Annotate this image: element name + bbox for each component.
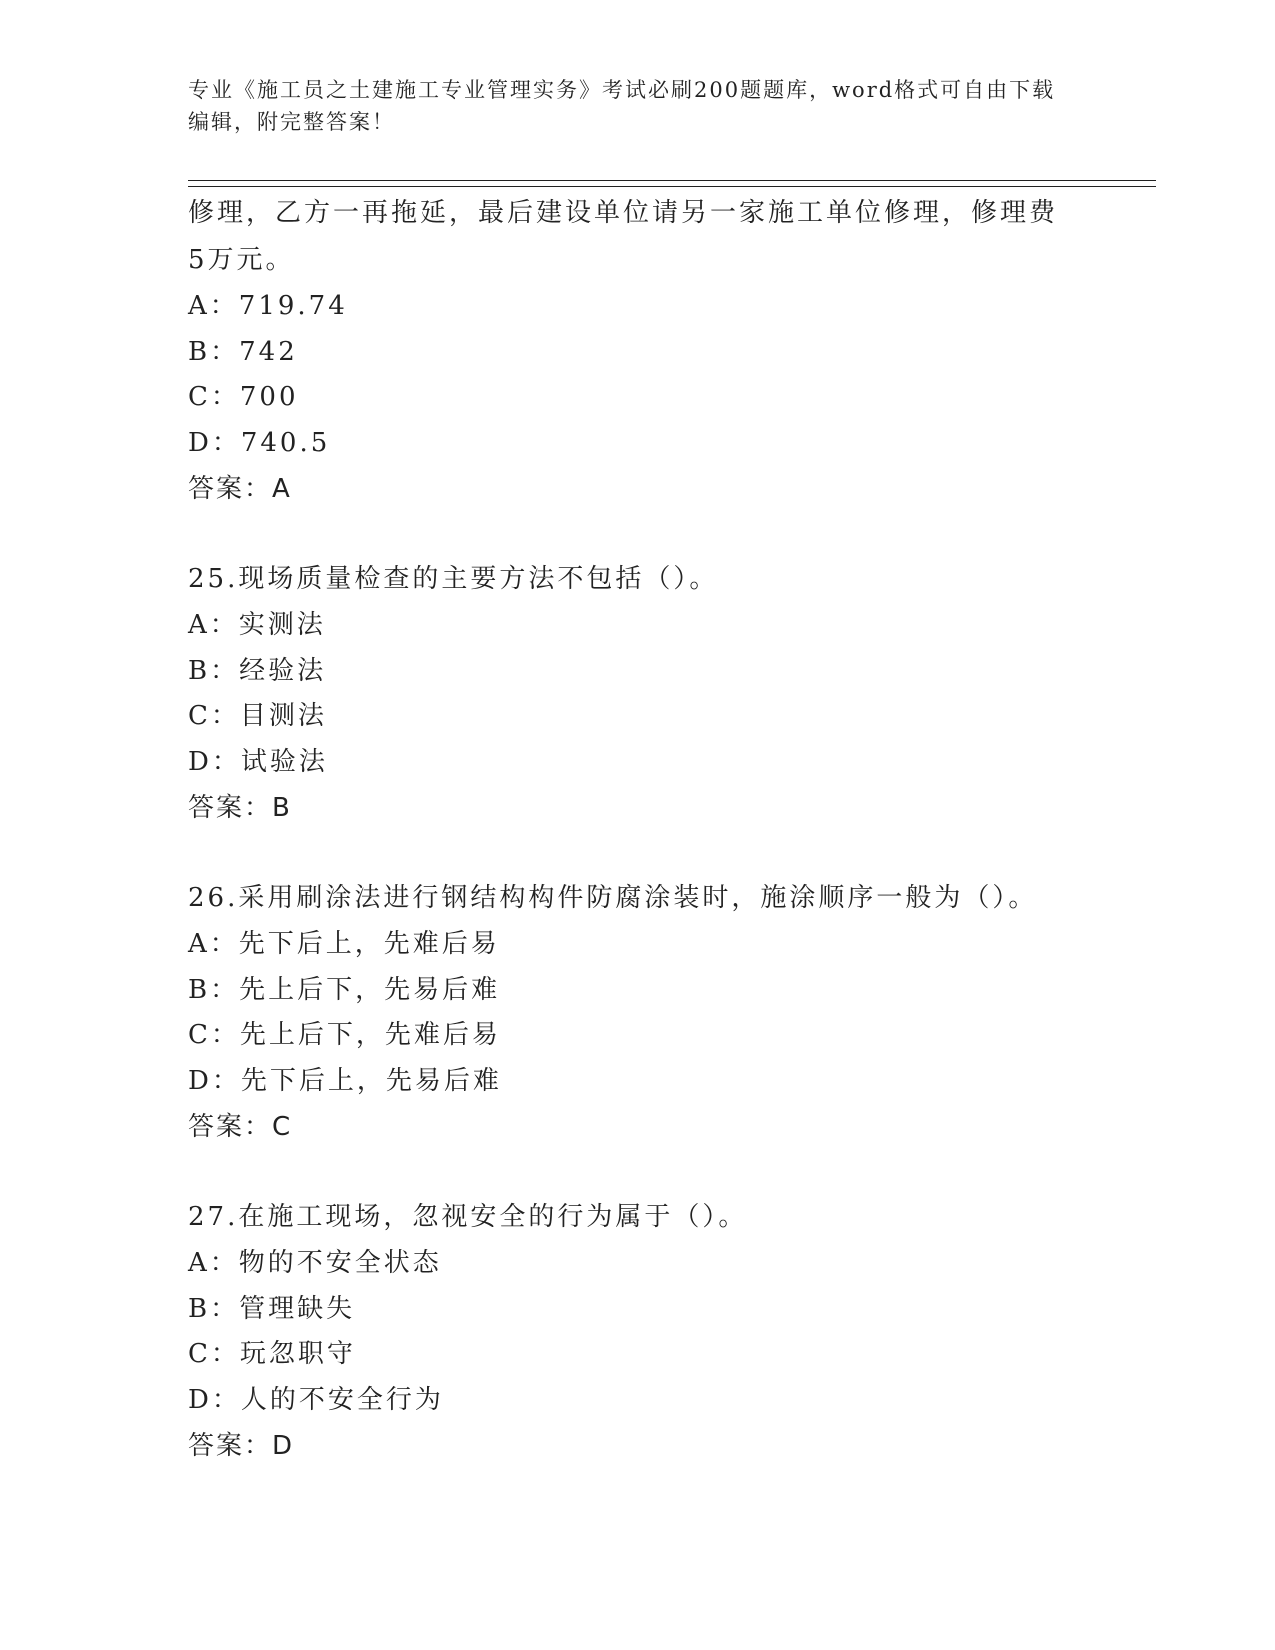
option-d: D：人的不安全行为 — [188, 1384, 444, 1415]
option-c: C：目测法 — [188, 701, 327, 732]
option-d: D：先下后上，先易后难 — [188, 1065, 502, 1096]
option-d: D：740.5 — [188, 427, 331, 458]
question-26 — [188, 876, 1088, 1150]
option-a: A：实测法 — [188, 609, 326, 640]
question-text-line: 5万元。 — [188, 245, 295, 275]
answer: 答案：A — [188, 474, 292, 505]
document-body — [188, 190, 1088, 1469]
option-b: B：管理缺失 — [188, 1293, 356, 1324]
option-b: B：先上后下，先易后难 — [188, 974, 501, 1005]
option-d: D：试验法 — [188, 746, 328, 777]
answer: 答案：B — [188, 793, 292, 824]
option-b: B：742 — [188, 336, 298, 367]
question-text-line: 修理，乙方一再拖延，最后建设单位请另一家施工单位修理，修理费 — [188, 198, 1059, 228]
option-c: C：700 — [188, 382, 299, 413]
question-25 — [188, 557, 1088, 831]
question-continuation — [188, 190, 1088, 512]
document-header: 专业《施工员之土建施工专业管理实务》考试必刷200题题库，word格式可自由下载编辑，附完整答案！ — [188, 78, 1056, 134]
option-b: B：经验法 — [188, 655, 327, 686]
option-a: A：719.74 — [188, 291, 348, 321]
question-stem: 25.现场质量检查的主要方法不包括（）。 — [188, 564, 719, 595]
option-a: A：物的不安全状态 — [188, 1247, 442, 1278]
question-27 — [188, 1195, 1088, 1469]
answer: 答案：C — [188, 1112, 293, 1143]
option-c: C：先上后下，先难后易 — [188, 1020, 501, 1051]
header-double-rule — [188, 180, 1156, 187]
option-a: A：先下后上，先难后易 — [188, 928, 500, 959]
question-stem: 27.在施工现场，忽视安全的行为属于（）。 — [188, 1202, 748, 1233]
question-stem: 26.采用刷涂法进行钢结构构件防腐涂装时，施涂顺序一般为（）。 — [188, 883, 1038, 914]
answer: 答案：D — [188, 1431, 295, 1462]
option-c: C：玩忽职守 — [188, 1339, 356, 1370]
